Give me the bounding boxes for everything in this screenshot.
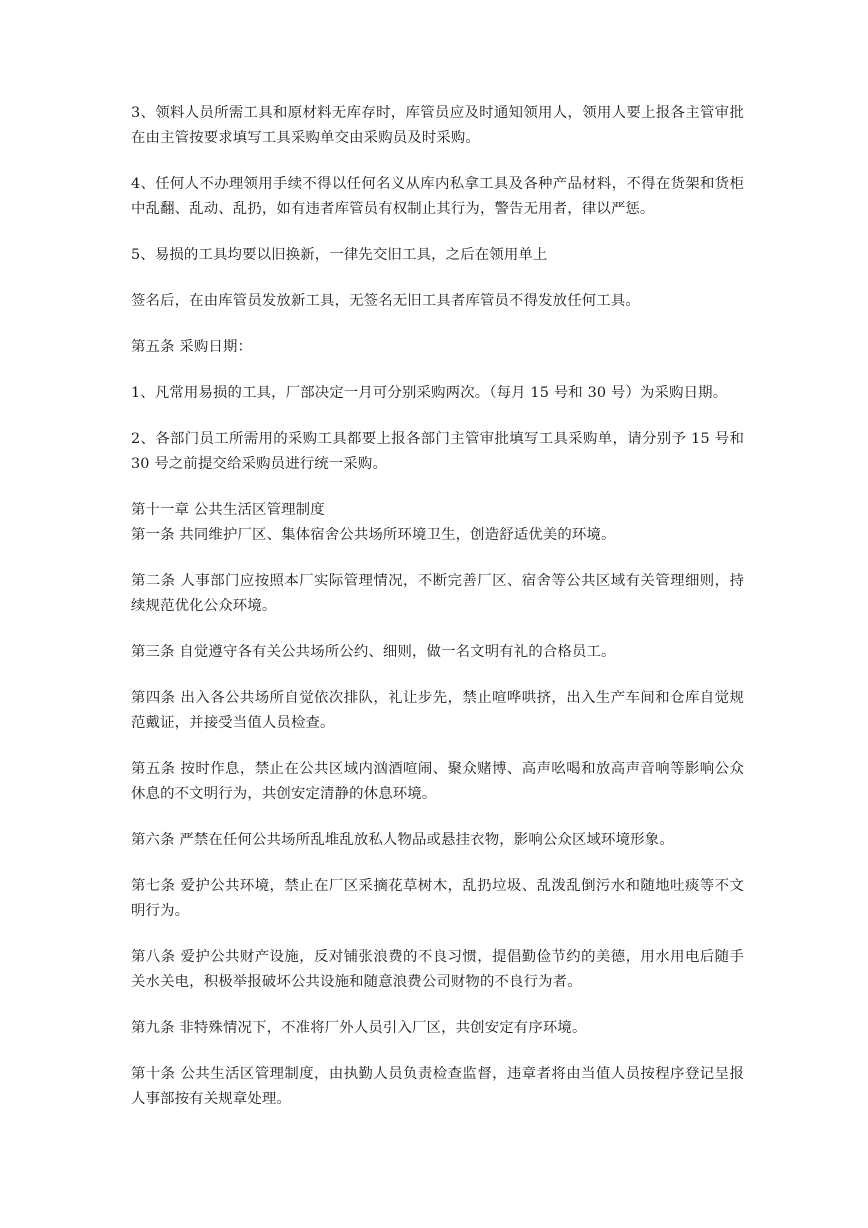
article-7: 第七条 爱护公共环境，禁止在厂区采摘花草树木，乱扔垃圾、乱泼乱倒污水和随地吐痰等不文明行为。 [131,878,744,919]
article-1: 第一条 共同维护厂区、集体宿舍公共场所环境卫生，创造舒适优美的环境。 [131,527,616,543]
article-6: 第六条 严禁在任何公共场所乱堆乱放私人物品或悬挂衣物，影响公众区域环境形象。 [131,832,674,848]
paragraph-item-4: 4、任何人不办理领用手续不得以任何名义从库内私拿工具及各种产品材料，不得在货架和货柜中乱翻、乱动、乱扔，如有违者库管员有权制止其行为，警告无用者，律以严惩。 [131,176,744,217]
paragraph-item-5: 5、易损的工具均要以旧换新，一律先交旧工具，之后在领用单上 [131,247,548,263]
chapter-heading-11: 第十一章 公共生活区管理制度 [131,502,325,518]
article-5: 第五条 按时作息，禁止在公共区域内汹酒喧闹、聚众赌博、高声吆喝和放高声音响等影响公众休息的不文明行为，共创安定清静的休息环境。 [131,761,744,802]
paragraph-item-3: 3、领料人员所需工具和原材料无库存时，库管员应及时通知领用人，领用人要上报各主管审批在由主管按要求填写工具采购单交由采购员及时采购。 [131,105,744,146]
article-9: 第九条 非特殊情况下，不准将厂外人员引入厂区，共创安定有序环境。 [131,1020,587,1036]
document-body [131,101,744,1133]
paragraph-item-5-continued: 签名后，在由库管员发放新工具，无签名无旧工具者库管员不得发放任何工具。 [131,293,640,309]
article-10: 第十条 公共生活区管理制度，由执勤人员负责检查监督，违章者将由当值人员按程序登记呈报人事部按有关规章处理。 [131,1066,744,1107]
article-8: 第八条 爱护公共财产设施，反对铺张浪费的不良习惯，提倡勤俭节约的美德，用水用电后随手关水关电，积极举报破坏公共设施和随意浪费公司财物的不良行为者。 [131,949,744,990]
section-heading-article-5: 第五条 采购日期： [131,339,253,355]
article-4: 第四条 出入各公共场所自觉依次排队，礼让步先，禁止喧哗哄挤，出入生产车间和仓库自觉规范戴证，并接受当值人员检查。 [131,690,744,731]
article-2: 第二条 人事部门应按照本厂实际管理情况，不断完善厂区、宿舍等公共区域有关管理细则，持续规范优化公众环境。 [131,573,744,614]
purchase-item-2: 2、各部门员工所需用的采购工具都要上报各部门主管审批填写工具采购单，请分别予 15 号和 30 号之前提交给采购员进行统一采购。 [131,431,744,472]
purchase-item-1: 1、凡常用易损的工具，厂部决定一月可分别采购两次。（每月 15 号和 30 号）为采购日期。 [131,385,728,401]
article-3: 第三条 自觉遵守各有关公共场所公约、细则，做一名文明有礼的合格员工。 [131,644,616,660]
